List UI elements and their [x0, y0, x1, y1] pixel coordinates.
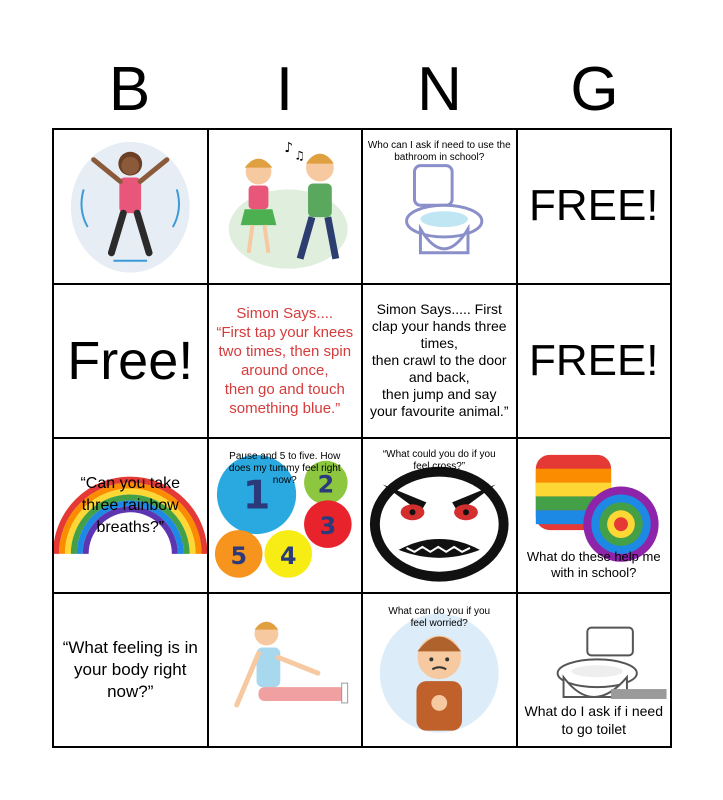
svg-text:♪: ♪	[283, 139, 293, 156]
cell-r3c1-rainbow-breaths[interactable]	[53, 438, 208, 593]
cell-r4c4-toilet-question[interactable]	[517, 593, 672, 748]
sitting-stretch-boy-icon	[209, 594, 362, 747]
svg-text:♫: ♫	[293, 148, 305, 163]
circle-number-2: 2	[317, 470, 334, 499]
cell-r4c1-feeling-question[interactable]	[53, 593, 208, 748]
r3c2-caption: Pause and 5 to five. How does my tummy feel right now?	[228, 451, 341, 486]
dancing-children-icon	[209, 130, 362, 283]
circle-number-4: 4	[279, 541, 296, 570]
bingo-grid	[52, 128, 672, 748]
header-letter-n: N	[417, 55, 462, 124]
header-letter-i: I	[275, 55, 294, 124]
cell-r2c1-free[interactable]	[53, 284, 208, 439]
feeling-question-text: “What feeling is in your body right now?”	[62, 637, 198, 701]
header-letter-b: B	[108, 55, 151, 124]
circle-number-5: 5	[229, 541, 247, 570]
circle-number-3: 3	[319, 512, 336, 541]
circle-number-1: 1	[242, 472, 270, 519]
r1c3-caption: Who can I ask if need to use the bathroom in school?	[367, 140, 511, 163]
simon-says-text: Simon Says..... First clap your hands three times, then crawl to the door and back, then jump and say your favourite animal.”	[369, 301, 509, 420]
free-label: Free!	[67, 330, 194, 391]
r4c3-caption: What can do you if you feel worried?	[388, 605, 491, 629]
cell-r4c2-stretching-boy[interactable]	[208, 593, 363, 748]
cell-r2c2-simon-says[interactable]	[208, 284, 363, 439]
star-jump-girl-icon	[54, 130, 207, 283]
cell-r1c2-dancing-kids[interactable]	[208, 129, 363, 284]
cell-r1c4-free[interactable]	[517, 129, 672, 284]
free-label: FREE!	[528, 181, 659, 231]
cell-r3c3-cross-face[interactable]	[362, 438, 517, 593]
r3c3-caption: “What could you do if you feel cross?”	[382, 449, 496, 472]
cell-r3c2-tummy-check[interactable]	[208, 438, 363, 593]
cell-r3c4-pop-its[interactable]	[517, 438, 672, 593]
cell-r2c3-simon-says[interactable]	[362, 284, 517, 439]
bingo-header	[52, 52, 672, 128]
r4c4-caption: What do I ask if i need to go toilet	[524, 702, 664, 737]
cell-r4c3-worried-boy[interactable]	[362, 593, 517, 748]
cell-r1c1-star-jump-girl[interactable]	[53, 129, 208, 284]
cell-r1c3-toilet-question[interactable]	[362, 129, 517, 284]
cell-r2c4-free[interactable]	[517, 284, 672, 439]
r3c4-caption: What do these help me with in school?	[526, 549, 661, 580]
free-label: FREE!	[528, 335, 659, 385]
header-letter-g: G	[570, 55, 619, 124]
simon-says-text: Simon Says.... “First tap your knees two times, then spin around once, then go and touch something blue.”	[216, 304, 354, 417]
r3c1-caption: “Can you take three rainbow breaths?”	[80, 475, 181, 536]
